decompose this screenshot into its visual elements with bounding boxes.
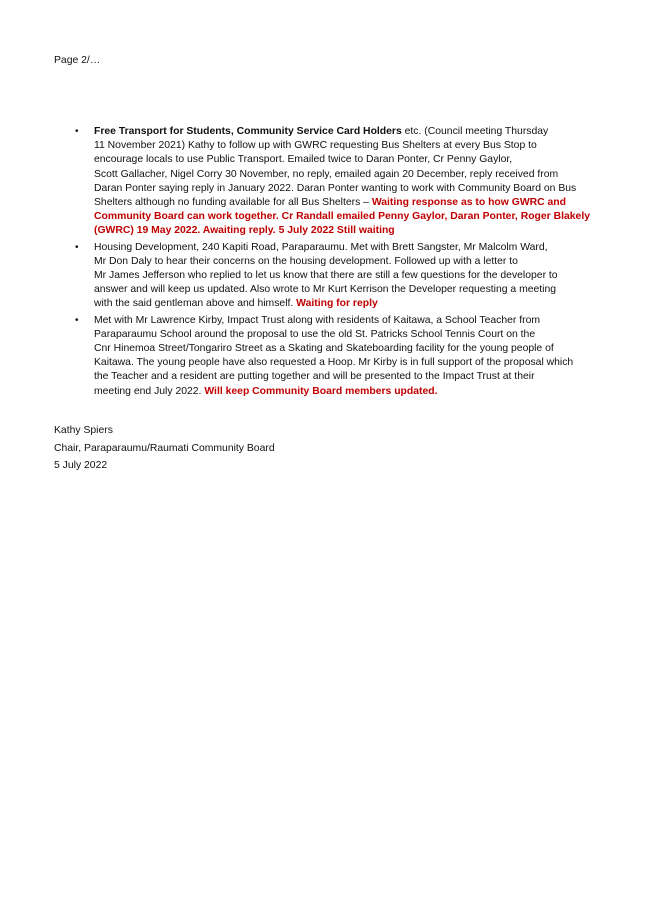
list-item-transport bbox=[75, 125, 594, 239]
bullet-icon: • bbox=[75, 126, 79, 137]
paragraph-line: Housing Development, 240 Kapiti Road, Paraparaumu. Met with Brett Sangster, Mr Malcolm Ward, bbox=[94, 241, 548, 253]
item-heading-suffix: etc. (Council meeting Thursday bbox=[401, 126, 549, 137]
signature-date: 5 July 2022 bbox=[54, 460, 108, 471]
paragraph-line: Met with Mr Lawrence Kirby, Impact Trust along with residents of Kaitawa, a School Teacher from bbox=[94, 314, 541, 326]
paragraph-line bbox=[94, 125, 594, 139]
status-note: Will keep Community Board members updated. bbox=[204, 385, 438, 397]
status-note-line: Community Board can work together. Cr Randall emailed Penny Gaylor, Daran Ponter, Roger Blakely bbox=[94, 211, 590, 223]
list-item-skate-facility bbox=[75, 314, 594, 399]
paragraph-line: Kaitawa. The young people have also requested a Hoop. Mr Kirby is in full support of the proposal which bbox=[94, 357, 574, 369]
paragraph-line: 11 November 2021) Kathy to follow up with GWRC requesting Bus Shelters at every Bus Stop to bbox=[94, 140, 537, 152]
line-text: with the said gentleman above and himself. bbox=[94, 298, 297, 310]
paragraph-line: Mr James Jefferson who replied to let us know that there are still a few questions for the developer to bbox=[94, 270, 558, 282]
paragraph-line: the Teacher and a resident are putting together and will be presented to the Impact Trust at their bbox=[94, 371, 535, 383]
line-text: Shelters although no funding available for all Bus Shelters – bbox=[94, 197, 372, 209]
paragraph-line: Cnr Hinemoa Street/Tongariro Street as a Skating and Skateboarding facility for the young people of bbox=[94, 343, 554, 355]
paragraph-line bbox=[94, 385, 594, 399]
status-note-line: (GWRC) 19 May 2022. Awaiting reply. 5 July 2022 Still waiting bbox=[94, 225, 395, 237]
page-reference: Page 2/… bbox=[54, 55, 101, 66]
paragraph-line: encourage locals to use Public Transport. Emailed twice to Daran Ponter, Cr Penny Gaylor, bbox=[94, 154, 513, 166]
paragraph-line: Paraparaumu School around the proposal to use the old St. Patricks School Tennis Court on the bbox=[94, 328, 536, 340]
status-note: Waiting response as to how GWRC and bbox=[371, 197, 567, 209]
signature-block bbox=[54, 422, 275, 475]
status-note: Waiting for reply bbox=[296, 298, 378, 310]
signatory-title: Chair, Paraparaumu/Raumati Community Board bbox=[54, 442, 275, 454]
line-text: meeting end July 2022. bbox=[94, 385, 205, 397]
signatory-name: Kathy Spiers bbox=[54, 425, 113, 436]
paragraph-line: Daran Ponter saying reply in January 2022. Daran Ponter wanting to work with Community Board on Bus bbox=[94, 182, 577, 194]
paragraph-line: Mr Don Daly to hear their concerns on the housing development. Followed up with a letter to bbox=[94, 255, 518, 267]
paragraph-line: Scott Gallacher, Nigel Corry 30 November, no reply, emailed again 20 December, reply received from bbox=[94, 168, 559, 180]
list-item-housing bbox=[75, 241, 594, 312]
paragraph-line bbox=[94, 196, 594, 210]
paragraph-line: answer and will keep us updated. Also wrote to Mr Kurt Kerrison the Developer requesting a meeting bbox=[94, 284, 557, 296]
update-list bbox=[75, 125, 594, 401]
item-heading: Free Transport for Students, Community Service Card Holders bbox=[94, 126, 402, 137]
paragraph-line bbox=[94, 297, 594, 311]
bullet-icon: • bbox=[75, 241, 79, 253]
bullet-icon: • bbox=[75, 314, 79, 326]
